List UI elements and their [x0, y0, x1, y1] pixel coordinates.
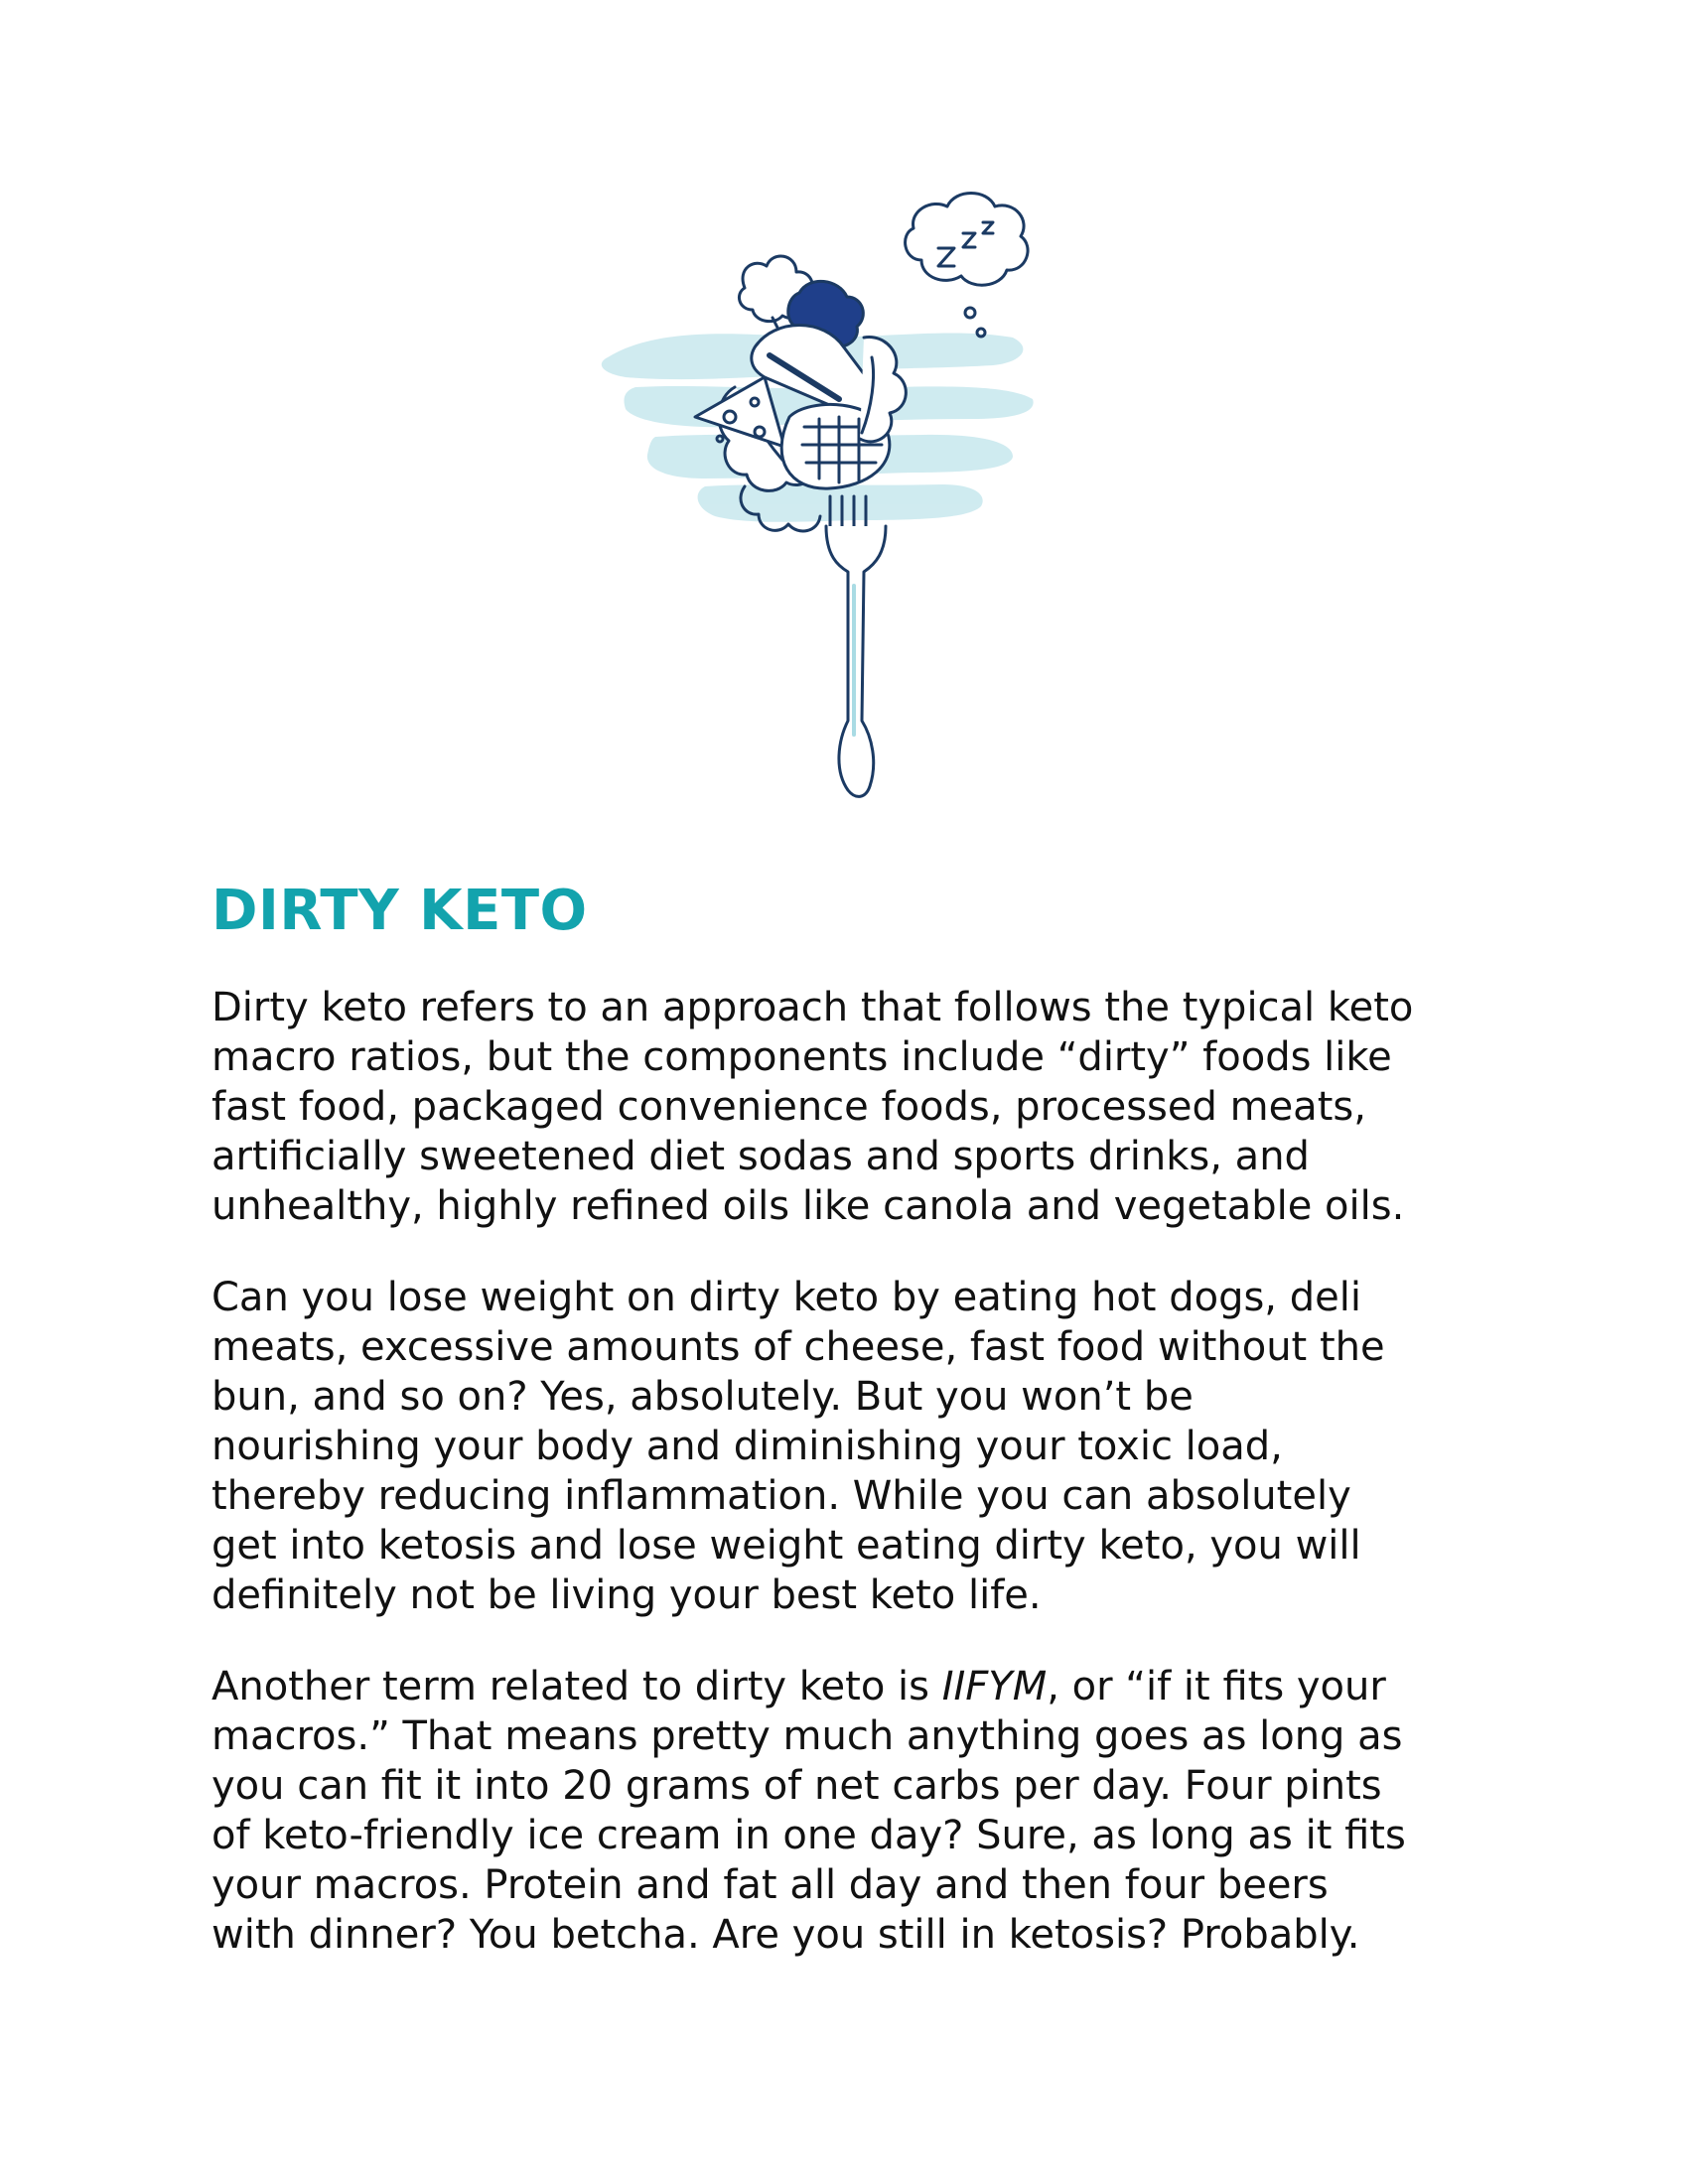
- text-line: bun, and so on? Yes, absolutely. But you won’t be: [211, 1374, 1194, 1420]
- text-line: [211, 1662, 1502, 1711]
- text-line: Dirty keto refers to an approach that follows the typical keto: [211, 985, 1414, 1030]
- body-text: [211, 983, 1502, 2001]
- text-line: with dinner? You betcha. Are you still in ketosis? Probably.: [211, 1912, 1360, 1958]
- text-line: your macros. Protein and fat all day and then four beers: [211, 1862, 1329, 1908]
- text-line: fast food, packaged convenience foods, processed meats,: [211, 1084, 1366, 1130]
- text-line: meats, excessive amounts of cheese, fast food without the: [211, 1324, 1385, 1370]
- text-line: Can you lose weight on dirty keto by eating hot dogs, deli: [211, 1275, 1361, 1320]
- text-line: macros.” That means pretty much anything goes as long as: [211, 1713, 1403, 1759]
- paragraph-1: [211, 983, 1502, 1231]
- paragraph-2: [211, 1273, 1502, 1620]
- text-line: definitely not be living your best keto life.: [211, 1572, 1042, 1618]
- text-line: get into ketosis and lose weight eating dirty keto, you will: [211, 1523, 1361, 1569]
- text-line: of keto-friendly ice cream in one day? Sure, as long as it fits: [211, 1813, 1406, 1858]
- fork-illustration: [596, 189, 1092, 804]
- iifym-term: IIFYM: [941, 1664, 1048, 1709]
- text-line: macro ratios, but the components include “dirty” foods like: [211, 1034, 1392, 1080]
- text-segment: , or “if it fits your: [1047, 1664, 1386, 1709]
- page-title: DIRTY KETO: [211, 879, 588, 943]
- sleeping-fork-icon: [596, 189, 1092, 804]
- text-segment: Another term related to dirty keto is: [211, 1664, 942, 1709]
- text-line: nourishing your body and diminishing your toxic load,: [211, 1424, 1283, 1469]
- text-line: you can fit it into 20 grams of net carbs per day. Four pints: [211, 1763, 1382, 1809]
- text-line: artificially sweetened diet sodas and sports drinks, and: [211, 1134, 1310, 1179]
- paragraph-3: [211, 1662, 1502, 1960]
- text-line: thereby reducing inflammation. While you can absolutely: [211, 1473, 1351, 1519]
- text-line: unhealthy, highly refined oils like canola and vegetable oils.: [211, 1183, 1405, 1229]
